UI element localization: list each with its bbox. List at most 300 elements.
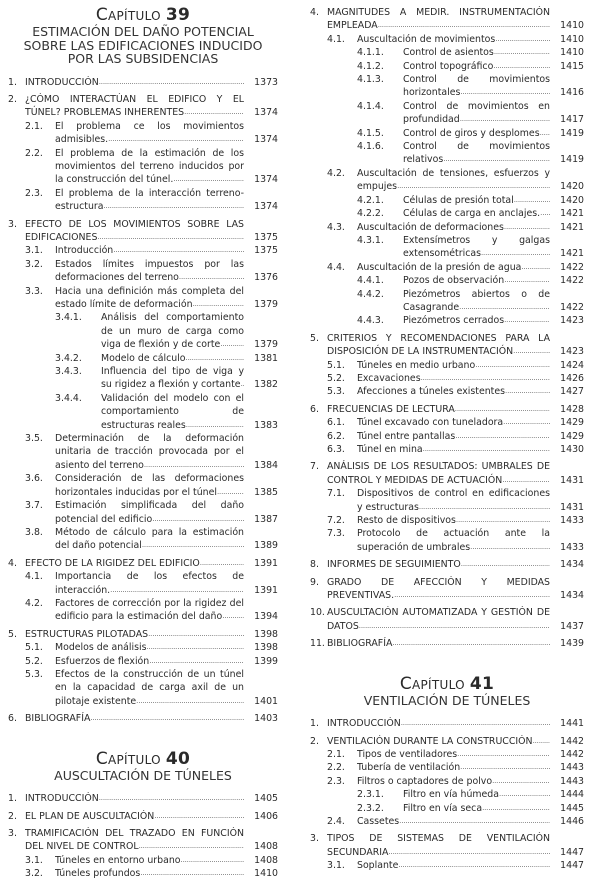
toc-entry[interactable] [310, 359, 584, 372]
entry-page: 1374 [254, 134, 278, 146]
entry-title: Auscultación de movimientos [357, 33, 496, 45]
entry-title: Túnel en mina [357, 444, 423, 455]
entry-page: 1433 [560, 515, 584, 527]
entry-title: Control de movimientos horizontales [403, 74, 550, 99]
entry-title: VENTILACIÓN DURANTE LA CONSTRUCCIÓN [327, 735, 533, 747]
toc-entry[interactable] [310, 33, 584, 46]
entry-number: 3.4.3. [55, 366, 82, 378]
toc-entry[interactable] [8, 810, 278, 823]
entry-title: Afecciones a túneles existentes [357, 386, 506, 398]
entry-page: 1434 [560, 590, 584, 602]
entry-page: 1408 [254, 841, 278, 853]
toc-entry[interactable] [8, 792, 278, 805]
toc-entry[interactable] [310, 234, 584, 261]
entry-title: TIPOS DE SISTEMAS DE VENTILACIÓN SECUNDARIA [327, 833, 550, 858]
toc-entry[interactable] [8, 867, 278, 880]
entry-page: 1375 [254, 231, 278, 243]
entry-body [357, 748, 550, 761]
entry-title: INFORMES DE SEGUIMIENTO [327, 559, 461, 571]
toc-entry[interactable] [310, 443, 584, 456]
entry-body [55, 867, 244, 880]
toc-entry[interactable] [310, 46, 584, 59]
entry-title: Túneles en entorno urbano [55, 854, 181, 866]
entry-body [327, 6, 550, 33]
toc-entry[interactable] [8, 499, 278, 526]
entry-number: 2.2. [327, 762, 345, 774]
entry-page: 1421 [560, 208, 584, 220]
toc-entry[interactable] [310, 717, 584, 730]
entry-page: 1422 [560, 301, 584, 313]
toc-entry[interactable] [310, 416, 584, 429]
entry-body [101, 365, 244, 392]
entry-title: Piezómetros abiertos o de Casagrande [403, 288, 550, 313]
entry-title: FRECUENCIAS DE LECTURA [327, 403, 455, 415]
entry-page: 1389 [254, 540, 278, 552]
chapter-number: 40 [165, 748, 191, 769]
toc-entry[interactable] [310, 100, 584, 127]
entry-body [55, 120, 244, 147]
entry-number: 5.3. [25, 668, 43, 680]
entry-page: 1419 [560, 154, 584, 166]
entry-page: 1410 [560, 47, 584, 59]
entry-page: 1430 [560, 444, 584, 455]
toc-entry[interactable] [310, 775, 584, 788]
entry-title: Auscultación de tensiones, esfuerzos y empujes [357, 167, 550, 193]
entry-number: 7. [310, 461, 319, 473]
entry-page: 1422 [560, 261, 584, 273]
entry-number: 1. [8, 793, 17, 805]
toc-entry[interactable] [310, 221, 584, 234]
entry-body [357, 514, 550, 527]
entry-number: 2.3.2. [357, 802, 384, 814]
entry-title: Tubería de ventilación [357, 762, 461, 774]
entry-number: 3.4.2. [55, 352, 82, 364]
entry-number: 4.1. [25, 571, 43, 583]
entry-page: 1405 [254, 793, 278, 805]
entry-title: Pozos de observación [403, 275, 505, 287]
right-column-top-spacer [310, 0, 584, 2]
entry-title: Validación del modelo con el comportamiento de estructuras reales [101, 392, 244, 431]
entry-number: 4.1.2. [357, 60, 384, 72]
entry-page: 1403 [254, 713, 278, 725]
entry-title: Importancia de los efectos de interacción. [55, 571, 244, 596]
chapter-header [310, 675, 584, 708]
chapter-title: ESTIMACIÓN DEL DAÑO POTENCIAL [32, 24, 254, 39]
entry-page: 1398 [254, 628, 278, 640]
entry-title: Cassetes [357, 816, 400, 828]
entry-title: MAGNITUDES A MEDIR. INSTRUMENTACIÓN EMPLEADA [327, 7, 550, 32]
entry-number: 4.1. [327, 33, 345, 45]
toc-entry[interactable] [8, 147, 278, 187]
toc-entry[interactable] [8, 526, 278, 553]
entry-number: 6.1. [327, 417, 345, 429]
entry-page: 1374 [254, 174, 278, 186]
entry-body [357, 443, 550, 456]
entry-number: 2. [8, 93, 17, 105]
toc-entry[interactable] [310, 372, 584, 385]
entry-title: BIBLIOGRAFÍA [327, 638, 393, 650]
entry-number: 4.4.1. [357, 275, 384, 287]
toc-entry[interactable] [8, 641, 278, 654]
toc-entry[interactable] [8, 76, 278, 89]
entry-number: 5.3. [327, 386, 345, 398]
entry-body [327, 832, 550, 859]
entry-number: 7.3. [327, 528, 345, 540]
toc-entry[interactable] [310, 194, 584, 207]
toc-entry[interactable] [310, 832, 584, 859]
toc-entry[interactable] [310, 385, 584, 398]
entry-page: 1391 [254, 584, 278, 596]
entry-page: 1408 [254, 854, 278, 866]
entry-page: 1439 [560, 638, 584, 650]
toc-entry[interactable] [310, 735, 584, 748]
entry-page: 1410 [560, 20, 584, 32]
entry-number: 3.3. [25, 285, 43, 297]
entry-number: 2. [310, 735, 319, 747]
entry-page: 1421 [560, 221, 584, 233]
toc-entry[interactable] [8, 854, 278, 867]
entry-page: 1382 [254, 379, 278, 391]
toc-entry[interactable] [310, 558, 584, 571]
entry-title: Excavaciones [357, 372, 421, 384]
entry-body [55, 244, 244, 257]
toc-entry[interactable] [8, 352, 278, 365]
toc-entry[interactable] [8, 392, 278, 432]
entry-page: 1385 [254, 486, 278, 498]
toc-entry[interactable] [310, 761, 584, 774]
entry-body [25, 218, 244, 245]
entry-body [25, 76, 244, 89]
entry-number: 4.2.1. [357, 194, 384, 206]
entry-body [357, 527, 550, 554]
entry-body [357, 33, 550, 46]
entry-title: Piezómetros cerrados [403, 315, 505, 327]
entry-title: EFECTO DE LA RIGIDEZ DEL EDIFICIO [25, 557, 200, 569]
entry-number: 4.4. [327, 261, 345, 273]
entry-number: 3.2. [25, 258, 43, 270]
right-column [310, 0, 584, 873]
entry-page: 1379 [254, 299, 278, 310]
entry-body [327, 717, 550, 730]
entry-page: 1422 [560, 275, 584, 287]
entry-number: 3. [8, 218, 17, 230]
entry-body [55, 285, 244, 312]
entry-body [101, 392, 244, 432]
toc-entry[interactable] [8, 432, 278, 472]
entry-number: 1. [310, 718, 319, 730]
toc-entry[interactable] [310, 430, 584, 443]
toc-entry[interactable] [310, 207, 584, 220]
entry-title: EFECTO DE LOS MOVIMIENTOS SOBRE LAS EDIFICACIONES [25, 218, 244, 243]
toc-entry[interactable] [310, 167, 584, 194]
entry-body [357, 487, 550, 514]
entry-page: 1444 [560, 789, 584, 801]
toc-entry[interactable] [310, 314, 584, 327]
entry-body [25, 712, 244, 725]
entry-title: TRAMIFICACIÓN DEL TRAZADO EN FUNCIÓN DEL NIVEL DE CONTROL [25, 827, 244, 853]
entry-number: 4.4.2. [357, 288, 384, 300]
toc-entry[interactable] [310, 788, 584, 801]
entry-title: Túneles en medio urbano [357, 359, 476, 371]
entry-title: Control de movimientos en profundidad [403, 100, 550, 126]
entry-number: 4.1.1. [357, 47, 384, 59]
entry-number: 4.3.1. [357, 234, 384, 246]
toc-entry[interactable] [310, 60, 584, 73]
toc-entry[interactable] [8, 655, 278, 668]
entry-title: Análisis del comportamiento de un muro de carga como viga de flexión y de corte [101, 312, 244, 351]
entry-page: 1373 [254, 76, 278, 88]
entry-title: CRITERIOS Y RECOMENDACIONES PARA LA DISPOSICIÓN DE LA INSTRUMENTACIÓN [327, 332, 550, 358]
entry-page: 1387 [254, 513, 278, 525]
entry-number: 2. [8, 810, 17, 822]
toc-entry[interactable] [310, 802, 584, 815]
entry-page: 1417 [560, 114, 584, 126]
toc-entry[interactable] [310, 859, 584, 872]
entry-page: 1443 [560, 762, 584, 774]
toc-entry[interactable] [310, 127, 584, 140]
entry-title: INTRODUCCIÓN [327, 718, 401, 730]
entry-page: 1426 [560, 372, 584, 384]
entry-page: 1441 [560, 718, 584, 730]
toc-entry[interactable] [310, 606, 584, 633]
toc-entry[interactable] [310, 140, 584, 167]
entry-number: 4.2.2. [357, 208, 384, 220]
toc-entry[interactable] [310, 514, 584, 527]
entry-body [327, 558, 550, 571]
entry-title: Filtro en vía húmeda [403, 789, 500, 801]
entry-page: 1401 [254, 695, 278, 707]
entry-body [25, 827, 244, 854]
toc-entry[interactable] [310, 261, 584, 274]
toc-entry[interactable] [8, 365, 278, 392]
entry-page: 1442 [560, 749, 584, 760]
entry-body [357, 359, 550, 372]
entry-page: 1423 [560, 346, 584, 358]
entry-title: ¿CÓMO INTERACTÚAN EL EDIFICO Y EL TÚNEL? PROBLEMAS INHERENTES [25, 93, 244, 119]
entry-body [327, 403, 550, 416]
chapter-number: 39 [165, 5, 191, 25]
entry-title: Resto de dispositivos [357, 515, 456, 527]
toc-entry[interactable] [8, 712, 278, 725]
toc-entry[interactable] [310, 637, 584, 650]
entry-title: INTRODUCCIÓN [25, 793, 99, 805]
entry-title: Control topográfico [403, 60, 494, 72]
chapter-label [310, 675, 584, 694]
entry-title: Método de cálculo para la estimación del daño potencial [55, 526, 244, 552]
chapter-word: Capítulo [95, 748, 161, 769]
entry-body [327, 332, 550, 359]
entry-page: 1429 [560, 430, 584, 442]
chapter-title: VENTILACIÓN DE TÚNELES [363, 692, 531, 708]
entry-number: 4.1.4. [357, 100, 384, 112]
entry-number: 2.4. [327, 816, 345, 828]
entry-page: 1445 [560, 802, 584, 814]
toc-entry[interactable] [8, 120, 278, 147]
entry-body [403, 288, 550, 315]
entry-page: 1410 [560, 33, 584, 45]
entry-body [55, 526, 244, 553]
entry-title: Filtro en vía seca [403, 802, 483, 814]
entry-title: Control de movimientos relativos [403, 141, 550, 166]
entry-body [55, 472, 244, 499]
entry-page: 1431 [560, 474, 584, 486]
entry-title: Esfuerzos de flexión [55, 655, 150, 667]
toc-entry[interactable] [310, 527, 584, 554]
entry-title: Modelos de análisis [55, 642, 147, 654]
entry-number: 5. [310, 332, 319, 344]
entry-page: 1429 [560, 417, 584, 429]
entry-number: 1. [8, 76, 17, 88]
entry-body [403, 46, 550, 59]
toc-entry[interactable] [8, 827, 278, 854]
chapter-label [8, 750, 278, 769]
entry-body [55, 147, 244, 187]
entry-title: BIBLIOGRAFÍA [25, 713, 91, 725]
entry-body [357, 815, 550, 828]
entry-number: 5.2. [327, 372, 345, 384]
entry-body [357, 761, 550, 774]
entry-body [25, 628, 244, 641]
entry-page: 1383 [254, 419, 278, 431]
entry-page: 1394 [254, 611, 278, 623]
entry-page: 1442 [560, 735, 584, 747]
entry-number: 6.2. [327, 430, 345, 442]
toc-entry[interactable] [8, 557, 278, 570]
toc-entry[interactable] [8, 311, 278, 351]
entry-number: 3.1. [25, 854, 43, 866]
entry-title: Factores de corrección por la rigidez del edificio para la estimación del daño [55, 597, 244, 623]
toc-entry[interactable] [8, 93, 278, 120]
toc-entry[interactable] [310, 576, 584, 603]
entry-number: 4.1.6. [357, 141, 384, 153]
toc-entry[interactable] [8, 570, 278, 597]
toc-entry[interactable] [310, 73, 584, 100]
entry-title: Túnel entre pantallas [357, 430, 456, 442]
entry-number: 4.2. [25, 597, 43, 609]
entry-page: 1399 [254, 655, 278, 667]
toc-entry[interactable] [310, 460, 584, 487]
entry-body [327, 637, 550, 650]
entry-body [403, 194, 550, 207]
toc-entry[interactable] [8, 258, 278, 285]
entry-body [327, 576, 550, 603]
entry-body [403, 802, 550, 815]
entry-number: 3.4.4. [55, 392, 82, 404]
chapter-title: SOBRE LAS EDIFICACIONES INDUCIDO [23, 37, 263, 53]
entry-body [403, 73, 550, 100]
entry-number: 9. [310, 576, 319, 588]
entry-body [101, 352, 244, 365]
entry-title: GRADO DE AFECCIÓN Y MEDIDAS PREVENTIVAS. [327, 576, 550, 602]
toc-entry[interactable] [8, 628, 278, 641]
toc-entry[interactable] [8, 472, 278, 499]
entry-number: 3.2. [25, 868, 43, 880]
entry-number: 7.2. [327, 515, 345, 527]
entry-number: 10. [310, 607, 325, 619]
entry-page: 1447 [560, 846, 584, 858]
toc-entry[interactable] [8, 187, 278, 214]
entry-title: Consideración de las deformaciones horizontales inducidas por el túnel [55, 473, 244, 498]
toc-entry[interactable] [310, 288, 584, 315]
toc-entry[interactable] [310, 487, 584, 514]
entry-page: 1437 [560, 620, 584, 632]
toc-entry[interactable] [8, 668, 278, 708]
entry-body [403, 788, 550, 801]
entry-title: AUSCULTACIÓN AUTOMATIZADA Y GESTIÓN DE DATOS [327, 607, 550, 632]
entry-title: Filtros o captadores de polvo [357, 775, 493, 787]
entry-body [357, 221, 550, 234]
entry-body [403, 314, 550, 327]
toc-entry[interactable] [8, 597, 278, 624]
entry-body [403, 207, 550, 220]
chapter-header [8, 6, 278, 66]
entry-number: 5.2. [25, 655, 43, 667]
entry-body [55, 597, 244, 624]
entry-body [403, 60, 550, 73]
toc-entry[interactable] [310, 748, 584, 761]
entry-body [327, 460, 550, 487]
toc-entry[interactable] [310, 403, 584, 416]
entry-page: 1406 [254, 810, 278, 822]
entry-body [55, 187, 244, 214]
entry-title: Dispositivos de control en edificaciones y estructuras [357, 488, 550, 513]
entry-number: 2.1. [327, 749, 345, 760]
entry-body [357, 261, 550, 274]
entry-page: 1424 [560, 359, 584, 371]
entry-body [55, 854, 244, 867]
toc-entry[interactable] [310, 6, 584, 33]
toc-entry[interactable] [310, 815, 584, 828]
toc-entry[interactable] [8, 285, 278, 312]
entry-page: 1423 [560, 315, 584, 327]
chapter-number: 41 [469, 673, 495, 694]
entry-body [55, 499, 244, 526]
entry-number: 2.1. [25, 120, 43, 132]
entry-number: 3. [310, 833, 319, 845]
entry-page: 1421 [560, 248, 584, 260]
entry-title: Protocolo de actuación ante la superación de umbrales [357, 528, 550, 553]
entry-body [403, 100, 550, 127]
toc-entry[interactable] [310, 332, 584, 359]
entry-title: Extensímetros y galgas extensométricas [403, 234, 550, 260]
entry-title: EL PLAN DE AUSCULTACIÓN [25, 810, 155, 822]
entry-body [55, 570, 244, 597]
entry-body [55, 668, 244, 708]
entry-page: 1447 [560, 860, 584, 872]
toc-entry[interactable] [8, 244, 278, 257]
entry-number: 3.5. [25, 433, 43, 445]
entry-title: Determinación de la deformación unitaria de tracción provocada por el asiento del terreno [55, 433, 244, 471]
entry-body [55, 655, 244, 668]
entry-body [357, 775, 550, 788]
entry-page: 1374 [254, 201, 278, 213]
entry-number: 3.1. [25, 245, 43, 257]
entry-title: Control de asientos [403, 47, 494, 59]
entry-page: 1428 [560, 403, 584, 415]
entry-number: 4.4.3. [357, 315, 384, 327]
entry-title: Estimación simplificada del daño potencial del edificio [55, 500, 244, 525]
entry-body [357, 167, 550, 194]
entry-body [327, 606, 550, 633]
entry-body [327, 735, 550, 748]
entry-page: 1431 [560, 501, 584, 513]
entry-body [25, 93, 244, 120]
entry-number: 2.2. [25, 147, 43, 159]
toc-entry[interactable] [8, 218, 278, 245]
entry-title: Control de giros y desplomes [403, 127, 540, 139]
entry-number: 6.3. [327, 444, 345, 455]
toc-entry[interactable] [310, 274, 584, 287]
